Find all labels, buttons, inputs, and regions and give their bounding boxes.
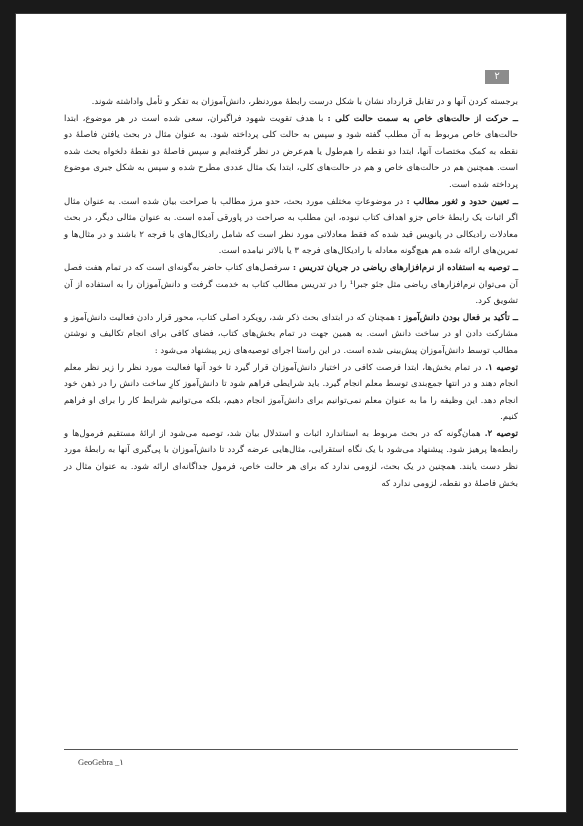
paragraph: [64, 310, 518, 360]
paragraph: [64, 260, 518, 310]
paragraph: [64, 360, 518, 426]
paragraph-text: سرفصل‌های کتاب حاضر به‌گونه‌ای است که در تمام هفت فصل آن می‌توان نرم‌افزارهای ریاضی مثل جئو جبرا¹ را در تدریس مطالب کتاب به خدمت گرفت و دانش‌آموزان را به استفاده از آن تشویق کرد.: [64, 262, 518, 307]
paragraph-heading: توصیه ۲.: [484, 428, 518, 439]
paragraph: [64, 426, 518, 492]
paragraph-text: با هدف تقویت شهود فراگیران، سعی شده است در هر موضوع، ابتدا حالت‌های خاص مربوط به آن مطلب گفته شود و سپس به حالت کلی پرداخته شود. به عنوان مثال در بحث یافتن فاصلهٔ دو نقطه به کمک مختصات آنها، ابتدا دو نقطه را هم‌طول یا هم‌عرض در نظر گرفته‌ایم و سپس فاصلهٔ دو نقطهٔ دلخواه بحث شده است. همچنین هم در حالت‌های خاص و هم در حالت‌های کلی، ابتدا یک مثال عددی مطرح شده و سپس به شکل جبری موضوع پرداخته شده است.: [64, 113, 518, 190]
paragraph: [64, 194, 518, 260]
paragraph: [64, 111, 518, 194]
paragraph-text: در تمام بخش‌ها، ابتدا فرصت کافی در اختیار دانش‌آموزان قرار گیرد تا خود آنها فعالیت مورد نظر را زیر نظر معلم انجام دهند و در انتها جمع‌بندی توسط معلم انجام گیرد. باید شرایطی فراهم شود تا دانش‌آموز کارِ ساخت دانش را در ذهن خود انجام دهد. این وظیفه را ما به عنوان معلم نمی‌توانیم برای دانش‌آموز انجام دهیم، بلکه می‌توانیم شرایط کار را برای او فراهم کنیم.: [64, 362, 518, 423]
page-number: ۲: [485, 70, 509, 84]
paragraph-text: همچنان که در ابتدای بحث ذکر شد، رویکرد اصلی کتاب، محور قرار دادن فعالیت دانش‌آموز و مشارکت دادن او در ساخت دانش است. به همین جهت در تمام بخش‌های کتاب، فضای کافی برای انجام تکالیف و نوشتن مطالب توسط دانش‌آموزان پیش‌بینی شده است. در این راستا اجرای توصیه‌های زیر پیشنهاد می‌شود :: [64, 312, 518, 356]
document-page: [16, 14, 566, 812]
footnote: GeoGebra _۱: [78, 757, 124, 767]
body-text: [64, 94, 518, 492]
paragraph-text: همان‌گونه که در بحث مربوط به استاندارد اثبات و استدلال بیان شد، توصیه می‌شود از ارائهٔ مستقیم فرمول‌ها و رابطه‌ها پرهیز شود. پیشنهاد می‌شود با یک نگاه استقرایی، مثال‌هایی عرضه گردد تا دانش‌آموزان با پی‌گیری آنها به رابطهٔ مورد نظر دست یابند. همچنین در یک بحث، لزومی ندارد که برای هر حالت خاص، فرمول جداگانه‌ای ارائه شود. به عنوان مثال در بخش فاصلهٔ دو نقطه، لزومی ندارد که: [64, 428, 518, 489]
paragraph-heading: ــ حرکت از حالت‌های خاص به سمت حالت کلی :: [327, 113, 518, 124]
paragraph-text: برجسته کردن آنها و در تقابل قرارداد نشان با شکل درست رابطهٔ موردنظر، دانش‌آموزان به تفکر و تأمل واداشته شوند.: [91, 97, 518, 107]
paragraph-heading: ــ تعیین حدود و ثغور مطالب :: [406, 196, 518, 207]
paragraph: [64, 94, 518, 111]
footnote-divider: [64, 749, 518, 750]
paragraph-heading: توصیه ۱.: [485, 362, 518, 373]
paragraph-heading: ــ تأکید بر فعال بودن دانش‌آموز :: [397, 312, 518, 323]
paragraph-text: در موضوعاتِ مختلف مورد بحث، حدو مرز مطالب با صراحت بیان شده است. به عنوان مثال اگر اثبات یک رابطهٔ خاص جزو اهداف کتاب نبوده، این مطلب به صراحت در پاورقی آمده است. به عنوان مثالی دیگر، در بحث معادلات رادیکالی در پانویس قید شده که فقط معادلاتی مورد نظر است که شامل رادیکال‌های با فرجه ۲ باشند و در مثال‌ها و تمرین‌های ارائه شده هم هیچ‌گونه معادله با رادیکال‌های فرجه ۳ یا بالاتر نیامده است.: [64, 196, 519, 257]
paragraph-heading: ــ توصیه به استفاده از نرم‌افزارهای ریاضی در جریان تدریس :: [292, 262, 518, 273]
